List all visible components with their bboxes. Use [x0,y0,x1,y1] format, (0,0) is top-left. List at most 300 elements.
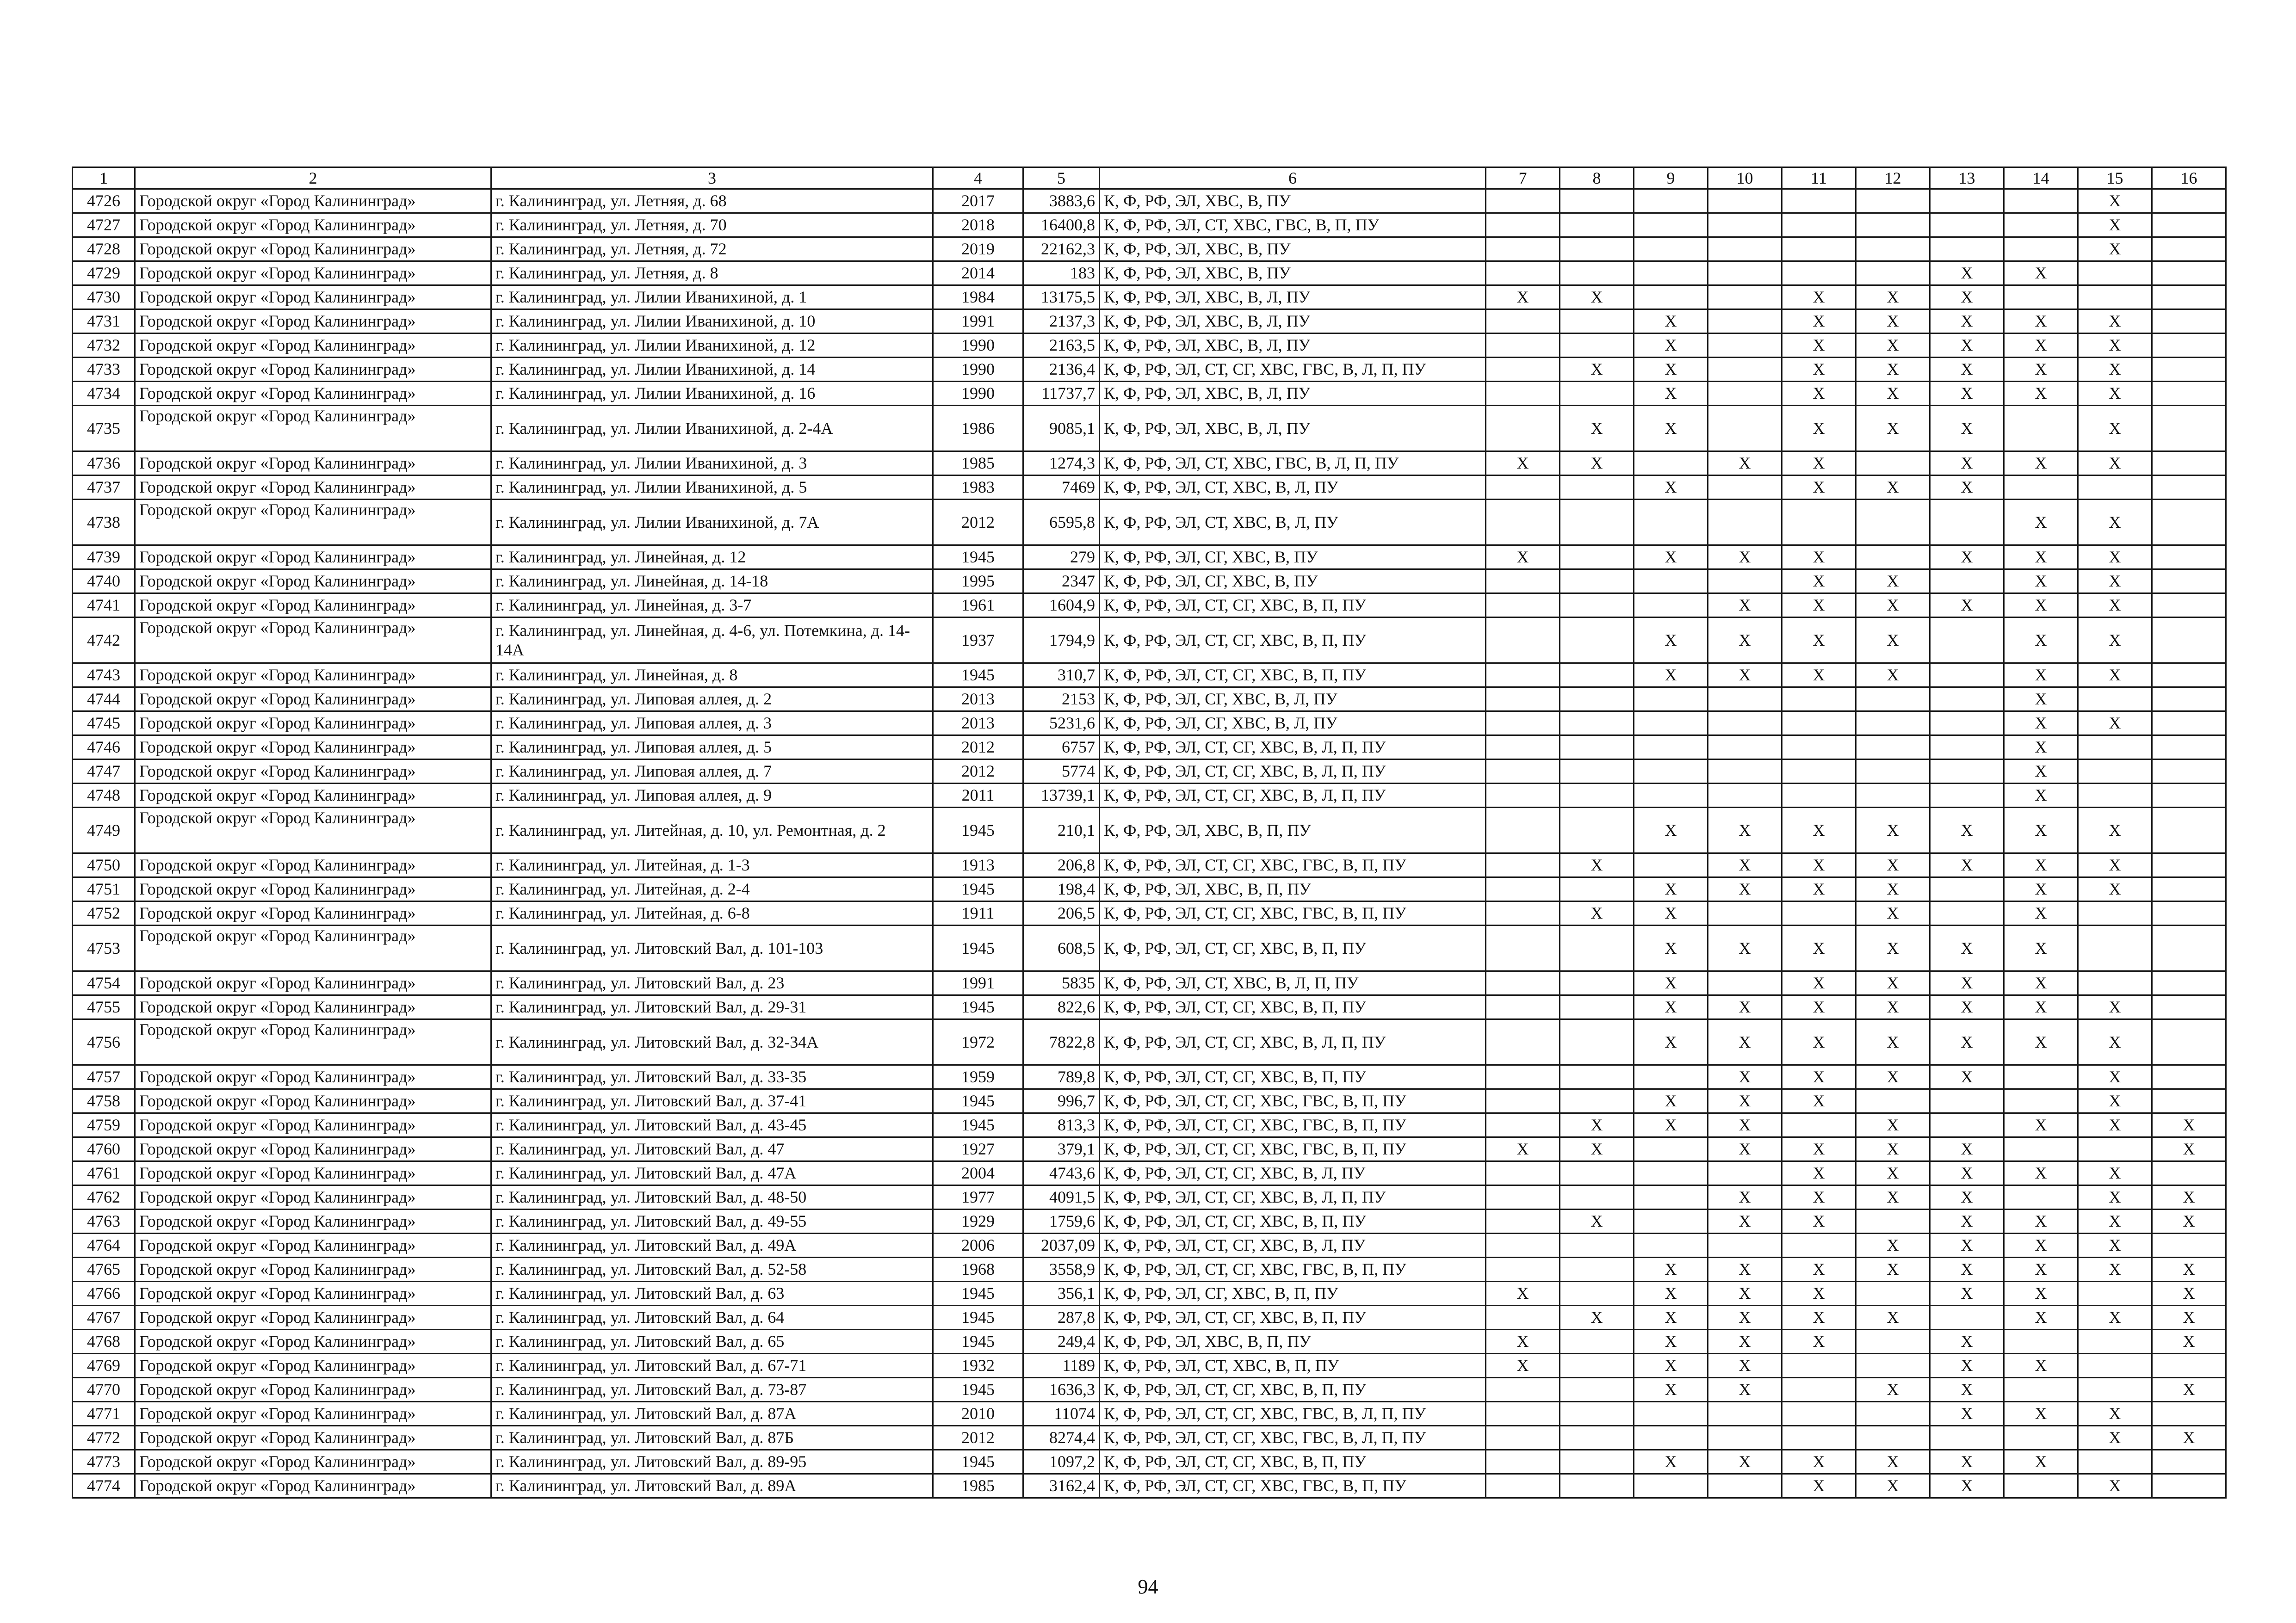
mark-col-8 [1560,759,1634,784]
mark-col-14: X [2004,853,2078,877]
mark-col-15: X [2078,1258,2152,1282]
mark-col-11: X [1782,877,1856,901]
mark-col-15: X [2078,189,2152,213]
systems-cell: К, Ф, РФ, ЭЛ, СТ, СГ, ХВС, ГВС, В, П, ПУ [1100,1089,1486,1113]
address-cell: г. Калининград, ул. Литовский Вал, д. 49А [491,1234,933,1258]
mark-col-12: X [1856,808,1930,853]
municipality-cell: Городской округ «Город Калининград» [135,451,491,475]
address-cell: г. Калининград, ул. Липовая аллея, д. 2 [491,687,933,711]
row-number: 4759 [73,1113,135,1137]
table-row [73,1258,2226,1282]
address-cell: г. Калининград, ул. Литовский Вал, д. 64 [491,1306,933,1330]
mark-col-13: X [1930,406,2004,451]
table-row [73,1113,2226,1137]
mark-col-13 [1930,711,2004,735]
mark-col-16 [2152,406,2226,451]
mark-col-8 [1560,971,1634,995]
table-row [73,853,2226,877]
table-row [73,189,2226,213]
row-number: 4771 [73,1402,135,1426]
mark-col-8 [1560,617,1634,663]
mark-col-10: X [1708,1210,1782,1234]
mark-col-13: X [1930,1378,2004,1402]
mark-col-10: X [1708,593,1782,617]
mark-col-14 [2004,406,2078,451]
mark-col-9: X [1634,358,1708,382]
table-row [73,1330,2226,1354]
row-number: 4730 [73,285,135,309]
area-cell: 7822,8 [1023,1019,1100,1065]
municipality-cell: Городской округ «Город Калининград» [135,853,491,877]
mark-col-8 [1560,784,1634,808]
mark-col-8 [1560,877,1634,901]
mark-col-7: X [1486,1330,1560,1354]
mark-col-14: X [2004,500,2078,545]
mark-col-12: X [1856,995,1930,1019]
mark-col-10 [1708,213,1782,237]
table-row [73,1354,2226,1378]
mark-col-15 [2078,261,2152,285]
mark-col-7: X [1486,1137,1560,1161]
systems-cell: К, Ф, РФ, ЭЛ, СТ, СГ, ХВС, В, Л, ПУ [1100,1234,1486,1258]
systems-cell: К, Ф, РФ, ЭЛ, СТ, СГ, ХВС, В, Л, П, ПУ [1100,735,1486,759]
mark-col-16 [2152,500,2226,545]
municipality-cell: Городской округ «Город Калининград» [135,1065,491,1089]
municipality-cell: Городской округ «Город Калининград» [135,901,491,926]
mark-col-16 [2152,1019,2226,1065]
mark-col-15 [2078,1450,2152,1474]
mark-col-16 [2152,593,2226,617]
mark-col-14: X [2004,735,2078,759]
systems-cell: К, Ф, РФ, ЭЛ, СТ, ХВС, В, П, ПУ [1100,1354,1486,1378]
mark-col-15: X [2078,1065,2152,1089]
systems-cell: К, Ф, РФ, ЭЛ, СТ, ХВС, ГВС, В, П, ПУ [1100,213,1486,237]
mark-col-16: X [2152,1378,2226,1402]
mark-col-10: X [1708,1089,1782,1113]
mark-col-15: X [2078,1474,2152,1498]
municipality-cell: Городской округ «Город Калининград» [135,1258,491,1282]
mark-col-8 [1560,711,1634,735]
year-cell: 1945 [933,1113,1023,1137]
mark-col-8 [1560,237,1634,261]
row-number: 4747 [73,759,135,784]
table-row [73,808,2226,853]
mark-col-16: X [2152,1330,2226,1354]
mark-col-9 [1634,1234,1708,1258]
municipality-cell: Городской округ «Город Калининград» [135,1185,491,1210]
table-row [73,285,2226,309]
mark-col-7 [1486,1185,1560,1210]
mark-col-13: X [1930,285,2004,309]
municipality-cell: Городской округ «Город Калининград» [135,382,491,406]
address-cell: г. Калининград, ул. Литовский Вал, д. 37-41 [491,1089,933,1113]
mark-col-10: X [1708,663,1782,687]
municipality-cell: Городской округ «Город Калининград» [135,309,491,333]
mark-col-11: X [1782,1474,1856,1498]
year-cell: 2013 [933,711,1023,735]
systems-cell: К, Ф, РФ, ЭЛ, СТ, СГ, ХВС, ГВС, В, П, ПУ [1100,1474,1486,1498]
mark-col-13: X [1930,545,2004,569]
mark-col-7: X [1486,545,1560,569]
mark-col-10 [1708,309,1782,333]
mark-col-11: X [1782,545,1856,569]
mark-col-12: X [1856,1065,1930,1089]
row-number: 4742 [73,617,135,663]
area-cell: 1759,6 [1023,1210,1100,1234]
mark-col-13 [1930,663,2004,687]
mark-col-10: X [1708,995,1782,1019]
address-cell: г. Калининград, ул. Литовский Вал, д. 32-34А [491,1019,933,1065]
systems-cell: К, Ф, РФ, ЭЛ, СТ, СГ, ХВС, ГВС, В, Л, П, ПУ [1100,1426,1486,1450]
table-row [73,687,2226,711]
mark-col-13: X [1930,451,2004,475]
address-cell: г. Калининград, ул. Липовая аллея, д. 3 [491,711,933,735]
systems-cell: К, Ф, РФ, ЭЛ, СТ, СГ, ХВС, В, Л, ПУ [1100,1161,1486,1185]
mark-col-9 [1634,1474,1708,1498]
column-header-14: 14 [2004,167,2078,189]
year-cell: 1945 [933,995,1023,1019]
systems-cell: К, Ф, РФ, ЭЛ, ХВС, В, ПУ [1100,261,1486,285]
municipality-cell: Городской округ «Город Калининград» [135,808,491,853]
mark-col-7 [1486,617,1560,663]
area-cell: 2163,5 [1023,333,1100,358]
area-cell: 206,5 [1023,901,1100,926]
mark-col-12 [1856,784,1930,808]
mark-col-9: X [1634,617,1708,663]
mark-col-8 [1560,261,1634,285]
mark-col-14: X [2004,759,2078,784]
address-cell: г. Калининград, ул. Линейная, д. 3-7 [491,593,933,617]
mark-col-9: X [1634,382,1708,406]
mark-col-11: X [1782,1137,1856,1161]
mark-col-12: X [1856,1450,1930,1474]
mark-col-13 [1930,213,2004,237]
mark-col-11 [1782,687,1856,711]
systems-cell: К, Ф, РФ, ЭЛ, СТ, СГ, ХВС, В, П, ПУ [1100,1450,1486,1474]
systems-cell: К, Ф, РФ, ЭЛ, СТ, СГ, ХВС, В, П, ПУ [1100,926,1486,971]
mark-col-13 [1930,1089,2004,1113]
mark-col-16 [2152,687,2226,711]
municipality-cell: Городской округ «Город Калининград» [135,687,491,711]
mark-col-16 [2152,877,2226,901]
mark-col-13: X [1930,1402,2004,1426]
mark-col-10: X [1708,545,1782,569]
mark-col-11: X [1782,593,1856,617]
mark-col-12: X [1856,1161,1930,1185]
mark-col-16 [2152,808,2226,853]
mark-col-11: X [1782,663,1856,687]
year-cell: 1927 [933,1137,1023,1161]
mark-col-8 [1560,309,1634,333]
mark-col-12: X [1856,853,1930,877]
mark-col-7 [1486,189,1560,213]
mark-col-11 [1782,500,1856,545]
mark-col-11: X [1782,1161,1856,1185]
mark-col-14: X [2004,309,2078,333]
address-cell: г. Калининград, ул. Летняя, д. 70 [491,213,933,237]
municipality-cell: Городской округ «Город Калининград» [135,971,491,995]
mark-col-12 [1856,1282,1930,1306]
mark-col-8 [1560,1330,1634,1354]
mark-col-8: X [1560,1113,1634,1137]
mark-col-9: X [1634,663,1708,687]
mark-col-13: X [1930,1210,2004,1234]
mark-col-11: X [1782,1210,1856,1234]
mark-col-12 [1856,1426,1930,1450]
mark-col-9: X [1634,877,1708,901]
municipality-cell: Городской округ «Город Калининград» [135,213,491,237]
mark-col-11: X [1782,1185,1856,1210]
mark-col-13 [1930,784,2004,808]
systems-cell: К, Ф, РФ, ЭЛ, СГ, ХВС, В, П, ПУ [1100,1282,1486,1306]
mark-col-11 [1782,1426,1856,1450]
area-cell: 279 [1023,545,1100,569]
address-cell: г. Калининград, ул. Литовский Вал, д. 47 [491,1137,933,1161]
mark-col-14: X [2004,382,2078,406]
mark-col-12: X [1856,309,1930,333]
mark-col-14: X [2004,1210,2078,1234]
mark-col-11: X [1782,1450,1856,1474]
mark-col-16 [2152,333,2226,358]
mark-col-11 [1782,1378,1856,1402]
row-number: 4765 [73,1258,135,1282]
mark-col-13: X [1930,358,2004,382]
municipality-cell: Городской округ «Город Калининград» [135,545,491,569]
mark-col-9 [1634,1137,1708,1161]
year-cell: 1945 [933,808,1023,853]
column-header-16: 16 [2152,167,2226,189]
area-cell: 8274,4 [1023,1426,1100,1450]
mark-col-12 [1856,500,1930,545]
mark-col-15: X [2078,569,2152,593]
area-cell: 7469 [1023,475,1100,500]
mark-col-15 [2078,926,2152,971]
mark-col-8 [1560,475,1634,500]
area-cell: 4743,6 [1023,1161,1100,1185]
mark-col-8 [1560,1089,1634,1113]
mark-col-16 [2152,759,2226,784]
mark-col-12 [1856,213,1930,237]
row-number: 4752 [73,901,135,926]
mark-col-12 [1856,759,1930,784]
systems-cell: К, Ф, РФ, ЭЛ, СТ, СГ, ХВС, В, Л, П, ПУ [1100,1019,1486,1065]
municipality-cell: Городской округ «Город Калининград» [135,475,491,500]
mark-col-13: X [1930,1282,2004,1306]
mark-col-12 [1856,237,1930,261]
mark-col-10: X [1708,877,1782,901]
mark-col-15: X [2078,593,2152,617]
mark-col-12: X [1856,358,1930,382]
municipality-cell: Городской округ «Город Калининград» [135,1210,491,1234]
mark-col-11 [1782,759,1856,784]
area-cell: 13175,5 [1023,285,1100,309]
mark-col-15: X [2078,1402,2152,1426]
year-cell: 1990 [933,333,1023,358]
mark-col-12: X [1856,1113,1930,1137]
row-number: 4748 [73,784,135,808]
table-row [73,406,2226,451]
mark-col-11: X [1782,617,1856,663]
area-cell: 5231,6 [1023,711,1100,735]
row-number: 4772 [73,1426,135,1450]
table-row [73,1378,2226,1402]
mark-col-14: X [2004,971,2078,995]
mark-col-16 [2152,475,2226,500]
table-row [73,711,2226,735]
municipality-cell: Городской округ «Город Калининград» [135,1330,491,1354]
year-cell: 1945 [933,545,1023,569]
mark-col-10 [1708,189,1782,213]
year-cell: 1945 [933,663,1023,687]
mark-col-8: X [1560,1306,1634,1330]
year-cell: 2014 [933,261,1023,285]
mark-col-8 [1560,1234,1634,1258]
year-cell: 1929 [933,1210,1023,1234]
mark-col-7 [1486,237,1560,261]
column-number-header [73,167,2226,189]
row-number: 4737 [73,475,135,500]
area-cell: 2037,09 [1023,1234,1100,1258]
area-cell: 310,7 [1023,663,1100,687]
mark-col-9 [1634,1161,1708,1185]
mark-col-14: X [2004,1402,2078,1426]
mark-col-16 [2152,358,2226,382]
mark-col-13: X [1930,1330,2004,1354]
systems-cell: К, Ф, РФ, ЭЛ, СГ, ХВС, В, ПУ [1100,569,1486,593]
table-row [73,500,2226,545]
column-header-9: 9 [1634,167,1708,189]
mark-col-16: X [2152,1137,2226,1161]
row-number: 4761 [73,1161,135,1185]
address-cell: г. Калининград, ул. Липовая аллея, д. 7 [491,759,933,784]
mark-col-9 [1634,213,1708,237]
mark-col-13: X [1930,1450,2004,1474]
mark-col-15 [2078,475,2152,500]
mark-col-13: X [1930,1137,2004,1161]
area-cell: 6757 [1023,735,1100,759]
address-cell: г. Калининград, ул. Липовая аллея, д. 5 [491,735,933,759]
mark-col-9 [1634,1210,1708,1234]
mark-col-11: X [1782,971,1856,995]
mark-col-16 [2152,784,2226,808]
municipality-cell: Городской округ «Город Калининград» [135,1306,491,1330]
mark-col-7 [1486,1065,1560,1089]
municipality-cell: Городской округ «Город Калининград» [135,1450,491,1474]
row-number: 4773 [73,1450,135,1474]
mark-col-9 [1634,189,1708,213]
row-number: 4769 [73,1354,135,1378]
mark-col-15: X [2078,358,2152,382]
table-body [73,189,2226,1498]
mark-col-8: X [1560,901,1634,926]
year-cell: 1945 [933,1282,1023,1306]
mark-col-16 [2152,1354,2226,1378]
mark-col-10 [1708,1474,1782,1498]
address-cell: г. Калининград, ул. Летняя, д. 68 [491,189,933,213]
mark-col-15: X [2078,1185,2152,1210]
mark-col-9: X [1634,1378,1708,1402]
address-cell: г. Калининград, ул. Линейная, д. 4-6, ул. Потемкина, д. 14-14А [491,617,933,663]
mark-col-13: X [1930,475,2004,500]
area-cell: 3883,6 [1023,189,1100,213]
table-row [73,1137,2226,1161]
mark-col-16 [2152,901,2226,926]
mark-col-12: X [1856,569,1930,593]
mark-col-14: X [2004,926,2078,971]
mark-col-10: X [1708,1378,1782,1402]
area-cell: 608,5 [1023,926,1100,971]
mark-col-16 [2152,711,2226,735]
mark-col-14 [2004,475,2078,500]
year-cell: 2012 [933,735,1023,759]
mark-col-9: X [1634,971,1708,995]
municipality-cell: Городской округ «Город Калининград» [135,189,491,213]
table-row [73,451,2226,475]
area-cell: 22162,3 [1023,237,1100,261]
mark-col-11: X [1782,569,1856,593]
mark-col-12: X [1856,617,1930,663]
column-header-1: 1 [73,167,135,189]
mark-col-12 [1856,545,1930,569]
mark-col-9: X [1634,333,1708,358]
mark-col-14 [2004,285,2078,309]
mark-col-16 [2152,261,2226,285]
mark-col-12 [1856,1402,1930,1426]
mark-col-10: X [1708,1450,1782,1474]
table-row [73,333,2226,358]
row-number: 4739 [73,545,135,569]
mark-col-11: X [1782,309,1856,333]
mark-col-7 [1486,1306,1560,1330]
year-cell: 1983 [933,475,1023,500]
mark-col-13: X [1930,853,2004,877]
mark-col-13 [1930,1113,2004,1137]
mark-col-13: X [1930,1354,2004,1378]
address-cell: г. Калининград, ул. Литовский Вал, д. 89А [491,1474,933,1498]
mark-col-7 [1486,309,1560,333]
mark-col-7 [1486,808,1560,853]
row-number: 4736 [73,451,135,475]
mark-col-8 [1560,1019,1634,1065]
mark-col-12: X [1856,926,1930,971]
table-row [73,309,2226,333]
mark-col-12: X [1856,1378,1930,1402]
row-number: 4770 [73,1378,135,1402]
area-cell: 183 [1023,261,1100,285]
mark-col-7 [1486,759,1560,784]
systems-cell: К, Ф, РФ, ЭЛ, СГ, ХВС, В, ПУ [1100,545,1486,569]
mark-col-10 [1708,500,1782,545]
mark-col-11 [1782,189,1856,213]
mark-col-15: X [2078,1113,2152,1137]
mark-col-10 [1708,1426,1782,1450]
mark-col-8 [1560,1402,1634,1426]
mark-col-11: X [1782,1282,1856,1306]
mark-col-13: X [1930,309,2004,333]
mark-col-7 [1486,382,1560,406]
municipality-cell: Городской округ «Город Калининград» [135,569,491,593]
row-number: 4727 [73,213,135,237]
mark-col-14: X [2004,1161,2078,1185]
year-cell: 1977 [933,1185,1023,1210]
year-cell: 1932 [933,1354,1023,1378]
address-cell: г. Калининград, ул. Литейная, д. 1-3 [491,853,933,877]
mark-col-15: X [2078,1210,2152,1234]
mark-col-12: X [1856,406,1930,451]
municipality-cell: Городской округ «Город Калининград» [135,735,491,759]
municipality-cell: Городской округ «Город Калининград» [135,1113,491,1137]
mark-col-11 [1782,711,1856,735]
